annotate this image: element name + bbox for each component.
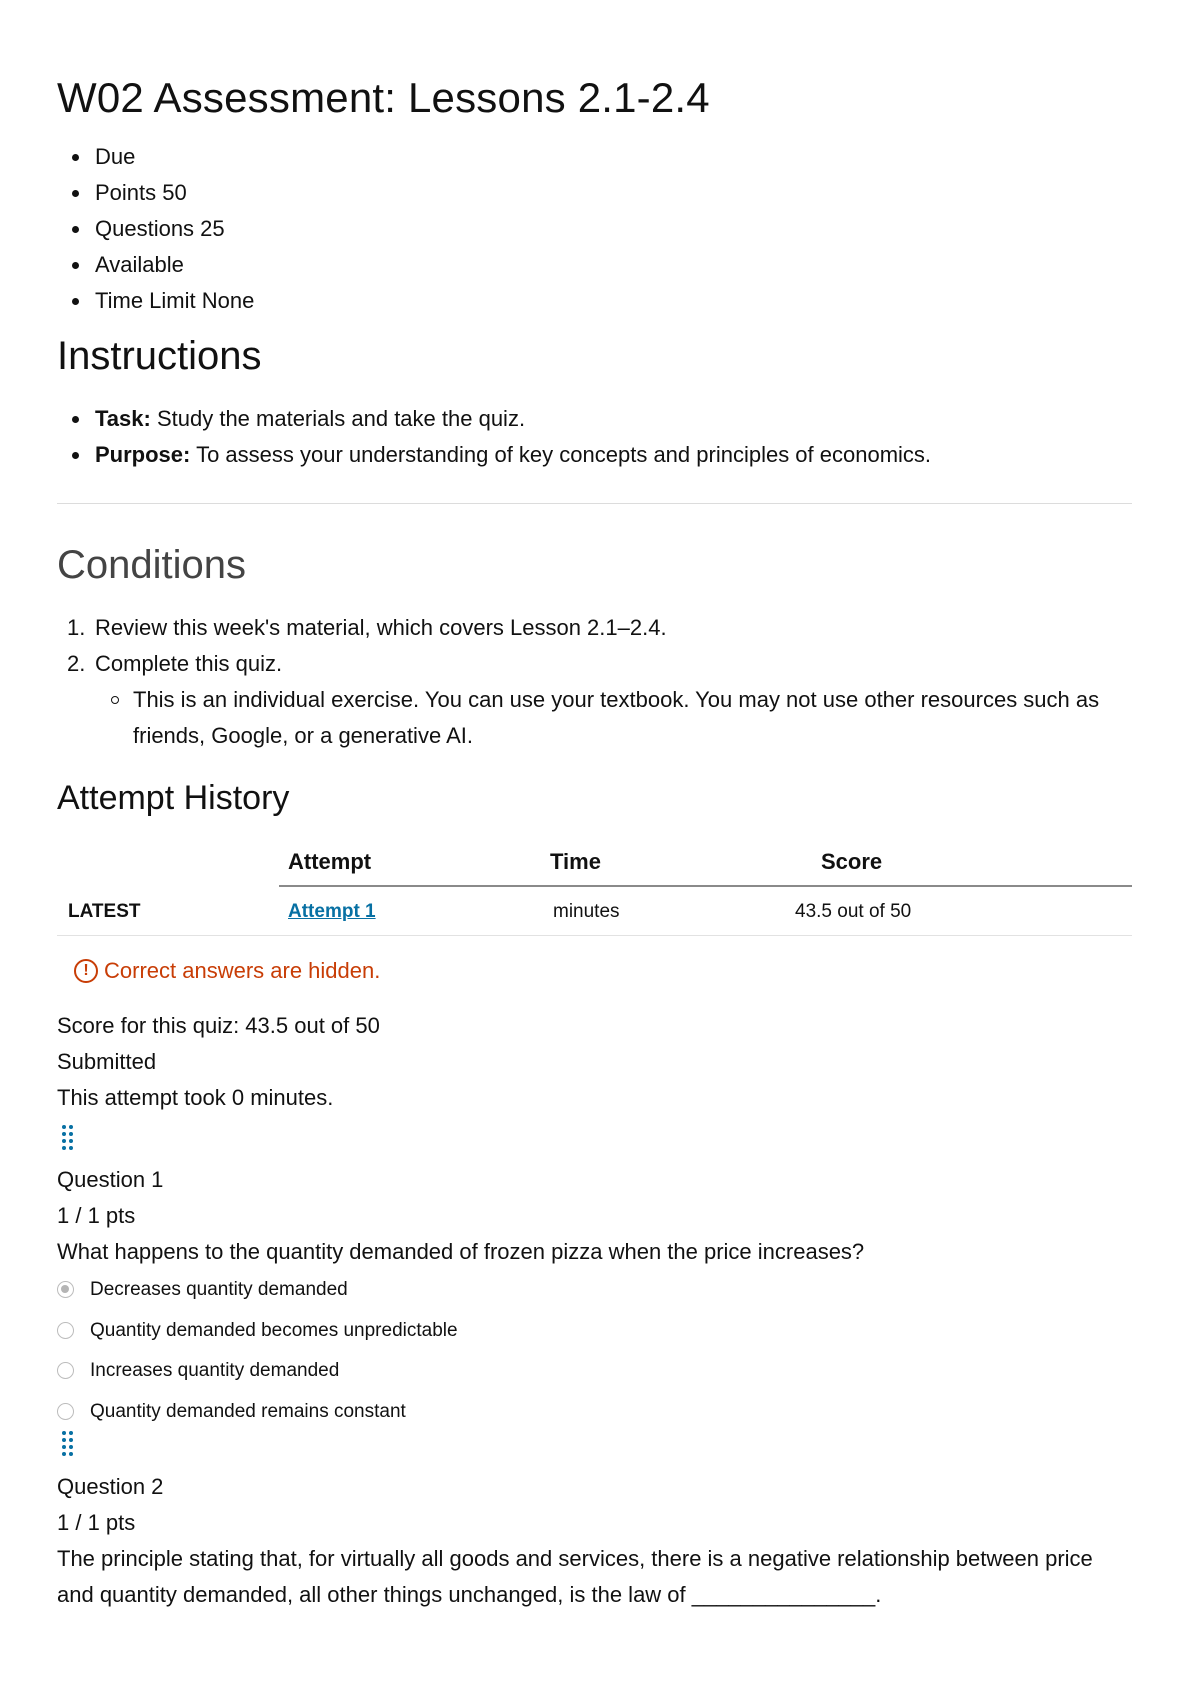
- answer-label: Quantity demanded becomes unpredictable: [90, 1319, 458, 1341]
- attempt-time: minutes: [553, 901, 620, 922]
- question-text: The principle stating that, for virtually all goods and services, there is a negative relationship between price and quantity demanded, all other things unchanged, is the law of _______________.: [57, 1546, 1093, 1607]
- question-points: 1 / 1 pts: [57, 1203, 136, 1228]
- question-text: What happens to the quantity demanded of frozen pizza when the price increases?: [57, 1239, 865, 1264]
- latest-label: LATEST: [68, 901, 141, 922]
- condition-sub-item: This is an individual exercise. You can use your textbook. You may not use other resources such as friends, Google, or a generative AI.: [133, 682, 1133, 754]
- radio-icon[interactable]: [57, 1362, 74, 1379]
- answer-label: Quantity demanded remains constant: [90, 1400, 406, 1422]
- quiz-details-list: [57, 139, 254, 319]
- instruction-task: [95, 401, 1135, 437]
- quiz-title: W02 Assessment: Lessons 2.1-2.4: [57, 74, 710, 121]
- column-header-score: Score: [821, 849, 883, 874]
- condition-number: 2.: [67, 651, 86, 676]
- radio-icon[interactable]: [57, 1322, 74, 1339]
- attempt-history-heading: Attempt History: [57, 779, 290, 817]
- quiz-result: [57, 1008, 380, 1116]
- condition-text: Complete this quiz.: [95, 651, 283, 676]
- condition-item: [57, 610, 1132, 646]
- answer-label: Decreases quantity demanded: [90, 1279, 348, 1300]
- instruction-task-text: Study the materials and take the quiz.: [150, 406, 526, 431]
- alert-circle-icon: !: [74, 959, 98, 983]
- instruction-task-label: Task:: [95, 406, 151, 431]
- condition-sub-list: [95, 682, 1132, 754]
- quiz-detail-available: Available: [95, 247, 254, 283]
- attempt-link[interactable]: Attempt 1: [288, 901, 376, 922]
- answer-option[interactable]: [57, 1351, 458, 1392]
- question-1-answers: [57, 1270, 458, 1432]
- conditions-heading: Conditions: [57, 543, 247, 587]
- instruction-purpose-label: Purpose:: [95, 442, 191, 467]
- quiz-detail-time-limit: Time Limit None: [95, 283, 254, 319]
- radio-selected-icon[interactable]: [57, 1281, 74, 1298]
- answer-label: Increases quantity demanded: [90, 1360, 340, 1381]
- instruction-purpose-text: To assess your understanding of key concepts and principles of economics.: [190, 442, 932, 467]
- instructions-heading: Instructions: [57, 334, 262, 378]
- column-header-attempt: Attempt: [288, 849, 372, 874]
- table-row-rule: [57, 935, 1132, 936]
- drag-handle-icon[interactable]: [62, 1125, 74, 1151]
- attempt-duration: This attempt took 0 minutes.: [57, 1085, 334, 1110]
- submission-status: Submitted: [57, 1049, 157, 1074]
- attempt-history-table: [57, 843, 1132, 937]
- question-points: 1 / 1 pts: [57, 1510, 136, 1535]
- radio-icon[interactable]: [57, 1403, 74, 1420]
- answer-option[interactable]: [57, 1392, 458, 1433]
- column-header-time: Time: [550, 849, 601, 874]
- question-1: [57, 1162, 1132, 1270]
- question-2: [57, 1469, 1132, 1613]
- instructions-list: [57, 401, 1135, 473]
- table-header-rule: [279, 885, 1132, 887]
- condition-number: 1.: [67, 615, 86, 640]
- instruction-purpose: [95, 437, 1135, 473]
- answer-option[interactable]: [57, 1270, 458, 1311]
- question-title: Question 2: [57, 1474, 164, 1499]
- quiz-detail-points: Points 50: [95, 175, 254, 211]
- drag-handle-icon[interactable]: [62, 1431, 74, 1457]
- attempt-score: 43.5 out of 50: [795, 901, 912, 922]
- hidden-answers-notice: [74, 958, 380, 984]
- quiz-detail-questions: Questions 25: [95, 211, 254, 247]
- answer-option[interactable]: [57, 1311, 458, 1352]
- condition-item: [57, 646, 1132, 754]
- notice-text: Correct answers are hidden.: [104, 958, 381, 983]
- quiz-detail-due: Due: [95, 139, 254, 175]
- quiz-score: Score for this quiz: 43.5 out of 50: [57, 1013, 380, 1038]
- condition-text: Review this week's material, which covers Lesson 2.1–2.4.: [95, 615, 667, 640]
- question-title: Question 1: [57, 1167, 164, 1192]
- section-divider: [57, 503, 1132, 504]
- conditions-list: [57, 610, 1132, 754]
